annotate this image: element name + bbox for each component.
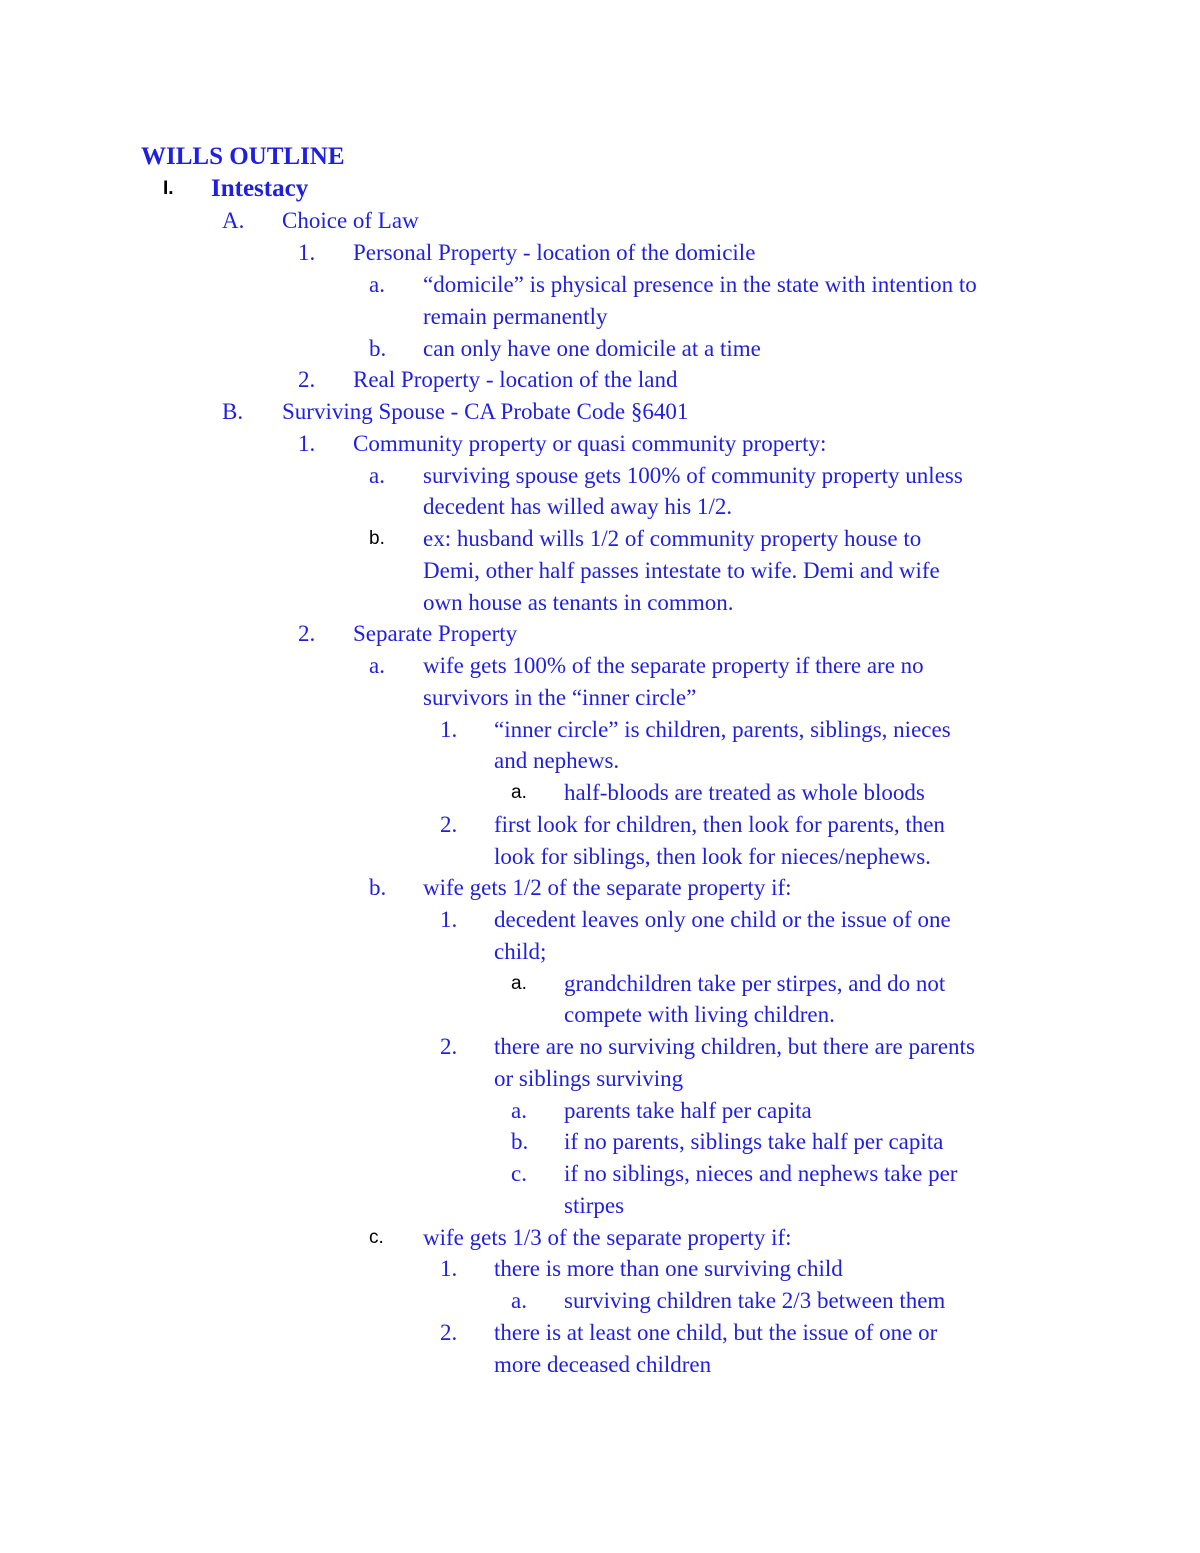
outline-line: [0, 841, 1200, 873]
outline-line: [0, 237, 1200, 269]
outline-line: [0, 777, 1200, 809]
outline-line: [0, 396, 1200, 428]
outline-line: [0, 1031, 1200, 1063]
outline-marker: I.: [163, 178, 174, 199]
outline-line: [0, 1222, 1200, 1254]
outline-text: there is more than one surviving child: [494, 1256, 843, 1281]
outline-marker: b.: [369, 875, 387, 900]
outline-text: wife gets 100% of the separate property if there are no: [423, 653, 924, 678]
outline-marker: 1.: [440, 1256, 458, 1281]
outline-text: Demi, other half passes intestate to wife. Demi and wife: [423, 558, 940, 583]
outline-text: stirpes: [564, 1193, 625, 1218]
outline-marker: a.: [511, 973, 527, 994]
outline-line: [0, 872, 1200, 904]
outline-text: Personal Property - location of the domicile: [353, 240, 756, 265]
outline-marker: b.: [369, 528, 385, 549]
outline-line: [0, 650, 1200, 682]
outline-line: [0, 1190, 1200, 1222]
outline-marker: c.: [511, 1161, 527, 1186]
outline-marker: 2.: [440, 812, 458, 837]
outline-marker: 1.: [298, 240, 316, 265]
outline-text: grandchildren take per stirpes, and do not: [564, 971, 946, 996]
outline-line: [0, 491, 1200, 523]
outline-text: decedent has willed away his 1/2.: [423, 494, 733, 519]
document-title: WILLS OUTLINE: [141, 143, 345, 170]
outline-text: Real Property - location of the land: [353, 367, 678, 392]
outline-text: Surviving Spouse - CA Probate Code §6401: [282, 399, 689, 424]
outline-text: or siblings surviving: [494, 1066, 684, 1091]
outline-marker: a.: [511, 1098, 527, 1123]
outline-marker: b.: [369, 336, 387, 361]
outline-marker: 1.: [298, 431, 316, 456]
section-heading: Intestacy: [211, 175, 309, 202]
outline-text: surviving spouse gets 100% of community property unless: [423, 463, 963, 488]
outline-text: more deceased children: [494, 1352, 712, 1377]
outline-marker: a.: [511, 782, 527, 803]
outline-text: “inner circle” is children, parents, siblings, nieces: [494, 717, 951, 742]
outline-text: parents take half per capita: [564, 1098, 812, 1123]
outline-text: child;: [494, 939, 547, 964]
outline-line: [0, 587, 1200, 619]
outline-text: compete with living children.: [564, 1002, 835, 1027]
outline-text: there is at least one child, but the issue of one or: [494, 1320, 938, 1345]
outline-marker: a.: [369, 463, 385, 488]
outline-text: and nephews.: [494, 748, 620, 773]
outline-text: if no siblings, nieces and nephews take per: [564, 1161, 958, 1186]
outline-line: [0, 428, 1200, 460]
outline-line: [0, 682, 1200, 714]
outline-line: [0, 1349, 1200, 1381]
outline-line: [0, 555, 1200, 587]
outline-line: [0, 714, 1200, 746]
outline-marker: b.: [511, 1129, 529, 1154]
outline-marker: 1.: [440, 717, 458, 742]
outline-text: Community property or quasi community property:: [353, 431, 827, 456]
outline-text: look for siblings, then look for nieces/nephews.: [494, 844, 931, 869]
outline-line: [0, 809, 1200, 841]
outline-line: [0, 523, 1200, 555]
outline-text: survivors in the “inner circle”: [423, 685, 697, 710]
outline-marker: c.: [369, 1227, 384, 1248]
outline-text: Choice of Law: [282, 208, 419, 233]
outline-text: there are no surviving children, but there are parents: [494, 1034, 975, 1059]
outline-text: decedent leaves only one child or the issue of one: [494, 907, 951, 932]
outline-text: half-bloods are treated as whole bloods: [564, 780, 925, 805]
outline-line: [0, 269, 1200, 301]
outline-line: [0, 1285, 1200, 1317]
outline-text: remain permanently: [423, 304, 608, 329]
outline-line: [0, 1095, 1200, 1127]
outline-text: surviving children take 2/3 between them: [564, 1288, 946, 1313]
outline-line: [0, 301, 1200, 333]
outline-marker: B.: [222, 399, 244, 424]
outline-marker: 2.: [440, 1320, 458, 1345]
outline-line: [0, 904, 1200, 936]
outline-line: [0, 1126, 1200, 1158]
outline-marker: 1.: [440, 907, 458, 932]
outline-text: wife gets 1/3 of the separate property if:: [423, 1225, 792, 1250]
outline-marker: a.: [511, 1288, 527, 1313]
outline-line: [0, 745, 1200, 777]
outline-line: [0, 460, 1200, 492]
outline-line: [0, 968, 1200, 1000]
outline-line: [0, 936, 1200, 968]
outline-marker: 2.: [298, 621, 316, 646]
outline-line: [0, 333, 1200, 365]
outline-line: [0, 173, 1200, 205]
outline-text: ex: husband wills 1/2 of community property house to: [423, 526, 922, 551]
outline-marker: a.: [369, 272, 385, 297]
outline-marker: A.: [222, 208, 245, 233]
outline-text: “domicile” is physical presence in the state with intention to: [423, 272, 977, 297]
outline-marker: 2.: [440, 1034, 458, 1059]
outline-text: own house as tenants in common.: [423, 590, 734, 615]
outline-line: [0, 1317, 1200, 1349]
outline-line: [0, 205, 1200, 237]
outline-text: if no parents, siblings take half per capita: [564, 1129, 944, 1154]
outline-line: [0, 1158, 1200, 1190]
outline-text: wife gets 1/2 of the separate property if:: [423, 875, 792, 900]
outline-marker: a.: [369, 653, 385, 678]
outline-line: [0, 999, 1200, 1031]
outline-text: can only have one domicile at a time: [423, 336, 761, 361]
outline-line: [0, 618, 1200, 650]
outline-line: [0, 1063, 1200, 1095]
outline-text: first look for children, then look for parents, then: [494, 812, 945, 837]
outline-text: Separate Property: [353, 621, 518, 646]
outline-line: [0, 1253, 1200, 1285]
outline-line: [0, 364, 1200, 396]
outline-marker: 2.: [298, 367, 316, 392]
